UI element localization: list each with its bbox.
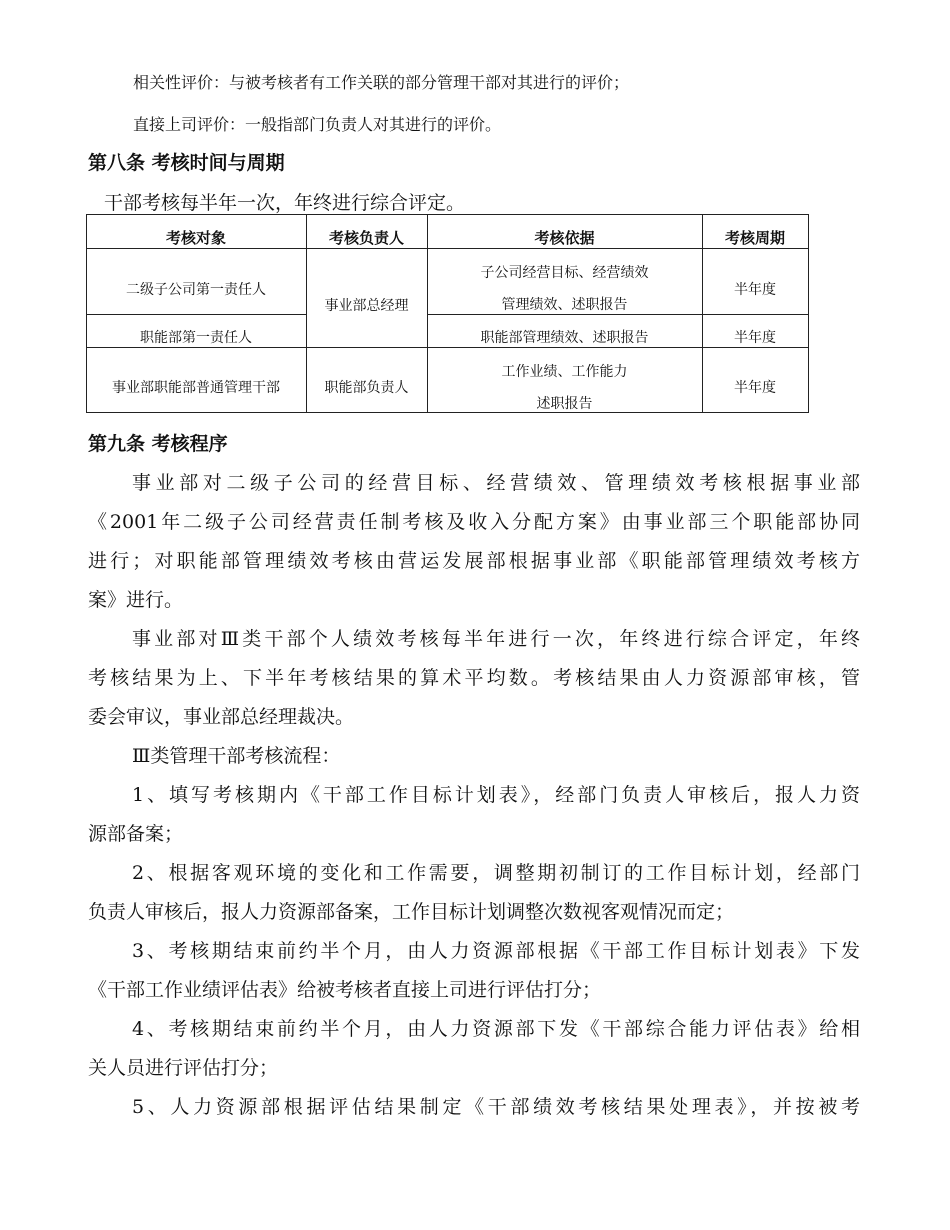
paragraph-line: 2、根据客观环境的变化和工作需要，调整期初制订的工作目标计划，经部门 (132, 862, 860, 884)
table-border-top (86, 214, 809, 215)
table-cell-object: 事业部职能部普通管理干部 (112, 380, 280, 396)
table-row-divider (86, 314, 306, 315)
procedure-step-5 (88, 1088, 860, 1127)
paragraph-line: 负责人审核后，报人力资源部备案，工作目标计划调整次数视客观情况而定； (88, 901, 735, 923)
procedure-paragraph-1 (88, 464, 860, 620)
table-cell-basis: 职能部管理绩效、述职报告 (480, 330, 649, 346)
table-header-period: 考核周期 (724, 229, 785, 247)
table-header-divider (86, 248, 809, 249)
procedure-paragraph-2 (88, 620, 860, 737)
table-cell-period: 半年度 (734, 282, 776, 298)
procedure-step-3 (88, 932, 860, 1010)
paragraph-line: 《干部工作业绩评估表》给被考核者直接上司进行评估打分； (88, 979, 602, 1001)
table-cell-period: 半年度 (734, 380, 776, 396)
table-cell-basis: 管理绩效、述职报告 (501, 297, 628, 313)
paragraph-line: 考核结果为上、下半年考核结果的算术平均数。考核结果由人力资源部审核，管 (88, 667, 860, 689)
paragraph-line: 1、填写考核期内《干部工作目标计划表》，经部门负责人审核后，报人力资 (132, 784, 860, 806)
relevance-evaluation-line: 相关性评价：与被考核者有工作关联的部分管理干部对其进行的评价； (133, 73, 630, 92)
table-cell-object: 二级子公司第一责任人 (126, 282, 266, 298)
paragraph-line: 5、人力资源部根据评估结果制定《干部绩效考核结果处理表》，并按被考 (132, 1096, 860, 1118)
paragraph-line: 关人员进行评估打分； (88, 1057, 279, 1079)
table-cell-responsible-merged: 事业部总经理 (324, 298, 409, 314)
table-cell-object: 职能部第一责任人 (140, 330, 252, 346)
section-8-heading: 第八条 考核时间与周期 (88, 152, 285, 174)
direct-supervisor-evaluation-line: 直接上司评价：一般指部门负责人对其进行的评价。 (133, 115, 502, 134)
paragraph-line: 《2001年二级子公司经营责任制考核及收入分配方案》由事业部三个职能部协同 (88, 511, 860, 533)
section-8-intro: 干部考核每半年一次，年终进行综合评定。 (104, 192, 466, 214)
paragraph-line: 源部备案； (88, 823, 184, 845)
table-row-divider (86, 347, 809, 348)
procedure-step-4 (88, 1010, 860, 1088)
table-row-divider (427, 314, 809, 315)
paragraph-line: 委会审议，事业部总经理裁决。 (88, 706, 355, 728)
table-header-responsible: 考核负责人 (328, 229, 404, 247)
table-cell-basis: 子公司经营目标、经营绩效 (480, 265, 649, 281)
table-border-right (808, 214, 809, 413)
table-header-object: 考核对象 (165, 229, 226, 247)
table-cell-period: 半年度 (734, 330, 776, 346)
paragraph-line: 进行；对职能部管理绩效考核由营运发展部根据事业部《职能部管理绩效考核方 (88, 550, 860, 572)
paragraph-line: 事业部对二级子公司的经营目标、经营绩效、管理绩效考核根据事业部 (132, 472, 860, 494)
paragraph-line: Ⅲ类管理干部考核流程： (132, 745, 341, 767)
procedure-step-2 (88, 854, 860, 932)
paragraph-line: 事业部对Ⅲ类干部个人绩效考核每半年进行一次，年终进行综合评定，年终 (132, 628, 860, 650)
table-cell-basis: 述职报告 (536, 396, 593, 412)
table-cell-basis: 工作业绩、工作能力 (501, 364, 628, 380)
paragraph-line: 3、考核期结束前约半个月，由人力资源部根据《干部工作目标计划表》下发 (132, 940, 860, 962)
table-cell-responsible: 职能部负责人 (324, 380, 409, 396)
procedure-step-1 (88, 776, 860, 854)
procedure-flow-title (88, 737, 860, 776)
table-header-basis: 考核依据 (534, 229, 595, 247)
assessment-schedule-table (86, 214, 809, 413)
paragraph-line: 4、考核期结束前约半个月，由人力资源部下发《干部综合能力评估表》给相 (132, 1018, 860, 1040)
section-9-heading: 第九条 考核程序 (88, 433, 228, 455)
paragraph-line: 案》进行。 (88, 589, 184, 611)
